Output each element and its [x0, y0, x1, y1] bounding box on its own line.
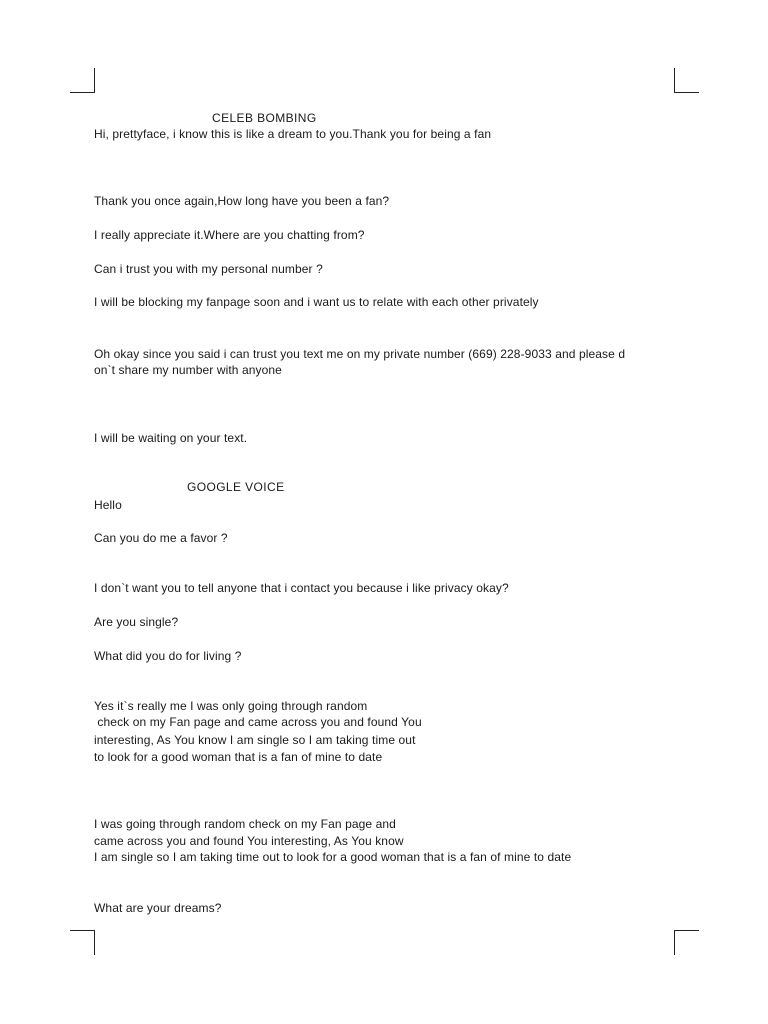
text-line: Can i trust you with my personal number ?: [94, 262, 323, 276]
text-line: Hello: [94, 498, 122, 512]
text-line: I was going through random check on my Fan page and: [94, 817, 396, 831]
text-line: came across you and found You interesting, As You know: [94, 834, 404, 848]
text-line: I will be blocking my fanpage soon and i want us to relate with each other privately: [94, 295, 539, 309]
text-line: to look for a good woman that is a fan of mine to date: [94, 750, 383, 764]
text-line: Yes it`s really me I was only going through random: [94, 699, 368, 713]
text-line: Hi, prettyface, i know this is like a dream to you.Thank you for being a fan: [94, 127, 492, 141]
crop-mark-bottom-left: [70, 930, 95, 955]
text-line: I don`t want you to tell anyone that i contact you because i like privacy okay?: [94, 581, 509, 595]
text-line: I will be waiting on your text.: [94, 431, 248, 445]
crop-mark-top-left: [70, 68, 95, 93]
text-line: I am single so I am taking time out to look for a good woman that is a fan of mine to date: [94, 850, 572, 864]
text-line: I really appreciate it.Where are you chatting from?: [94, 228, 365, 242]
text-line: What did you do for living ?: [94, 649, 242, 663]
text-line: What are your dreams?: [94, 901, 222, 915]
heading-celeb-bombing: CELEB BOMBING: [212, 111, 317, 125]
text-line: interesting, As You know I am single so I am taking time out: [94, 733, 416, 747]
text-line: Are you single?: [94, 615, 179, 629]
crop-mark-bottom-right: [674, 930, 699, 955]
crop-mark-top-right: [674, 68, 699, 93]
text-line: Thank you once again,How long have you been a fan?: [94, 194, 390, 208]
text-line: on`t share my number with anyone: [94, 363, 282, 377]
text-line: Oh okay since you said i can trust you text me on my private number (669) 228-9033 and please d: [94, 347, 626, 361]
text-line: check on my Fan page and came across you and found You: [94, 715, 422, 729]
text-line: Can you do me a favor ?: [94, 531, 228, 545]
heading-google-voice: GOOGLE VOICE: [187, 480, 285, 494]
